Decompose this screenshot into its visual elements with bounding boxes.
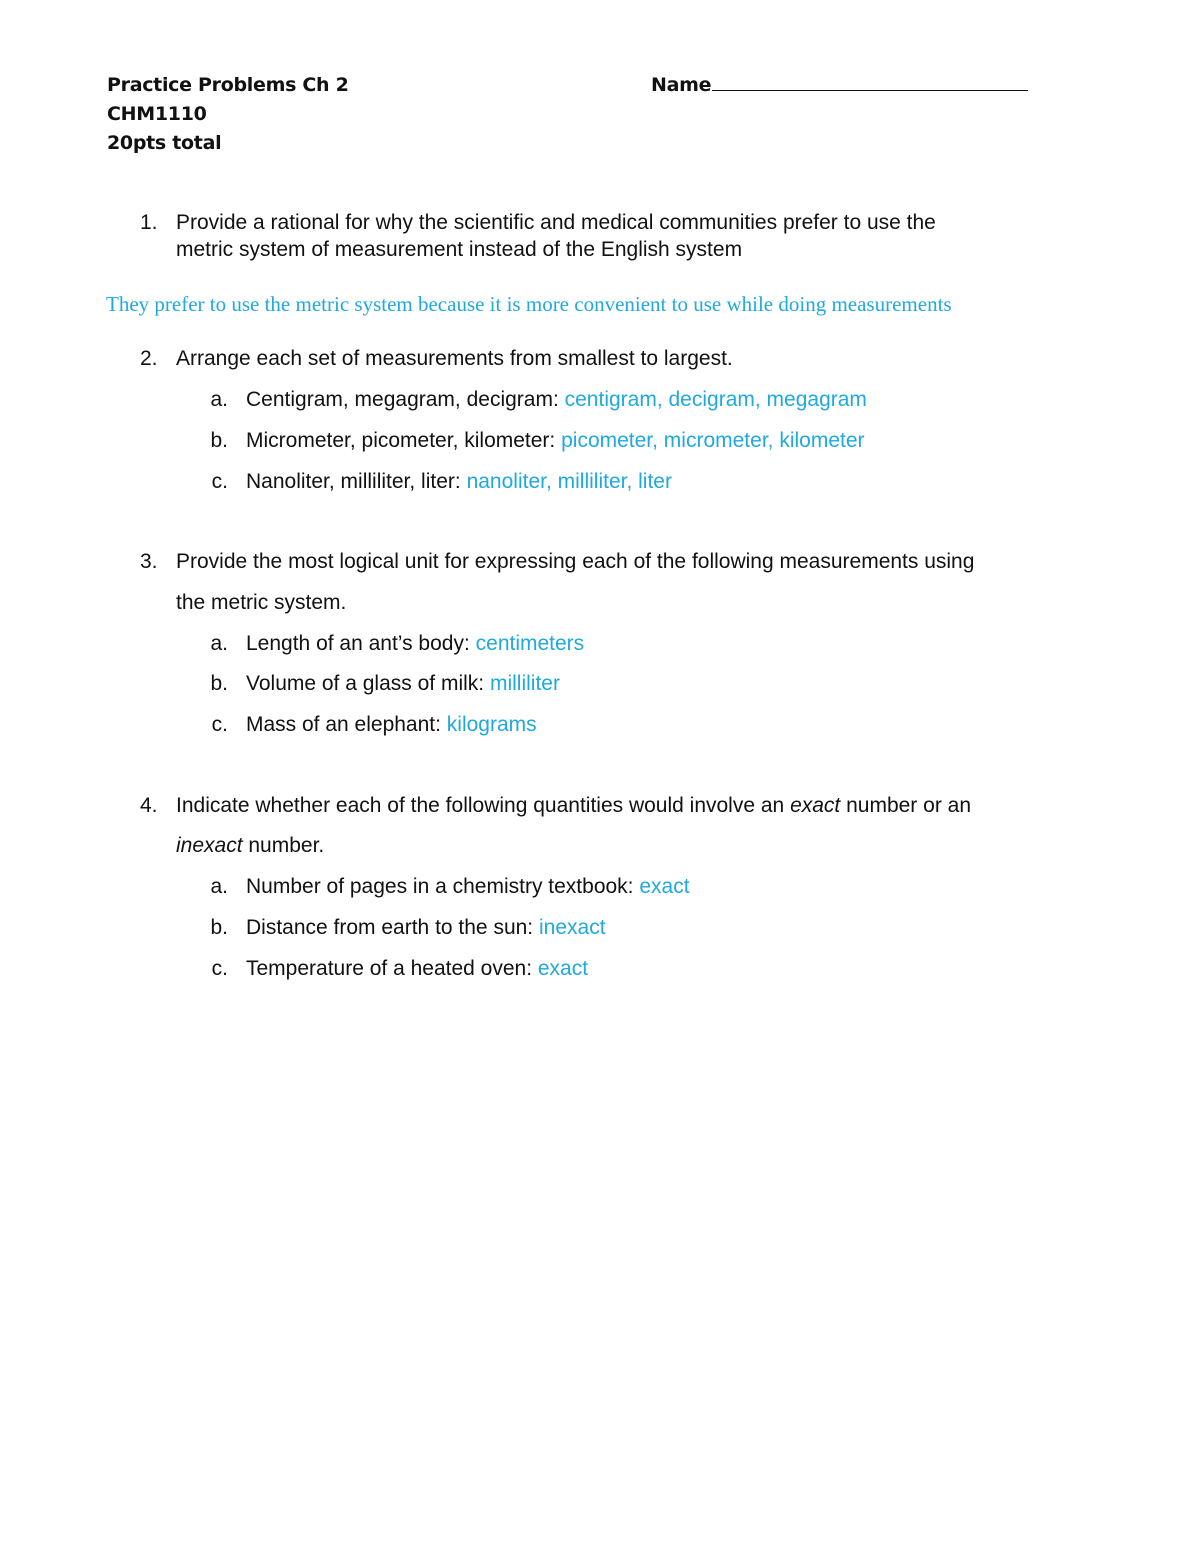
- item-text: Nanoliter, milliliter, liter:: [246, 470, 467, 493]
- question-4-line-2: [176, 832, 324, 859]
- item-label: a.: [210, 388, 228, 411]
- item-answer: kilograms: [446, 713, 537, 736]
- name-field[interactable]: [651, 76, 1028, 95]
- worksheet-title: Practice Problems Ch 2: [107, 74, 349, 96]
- item-text: Volume of a glass of milk:: [246, 672, 490, 695]
- name-blank-line[interactable]: [712, 76, 1028, 91]
- item-label: c.: [211, 470, 228, 493]
- question-3-item-b: [208, 670, 560, 697]
- item-text: Centigram, megagram, decigram:: [246, 388, 565, 411]
- item-label: b.: [210, 916, 228, 939]
- points-total: 20pts total: [107, 132, 222, 154]
- item-answer: milliliter: [489, 672, 560, 695]
- question-3-item-c: [208, 711, 537, 738]
- question-2-item-b: [208, 427, 865, 454]
- question-2-prompt: Arrange each set of measurements from smallest to largest.: [176, 347, 733, 370]
- question-2-item-a: [208, 386, 867, 413]
- item-label: b.: [210, 672, 228, 695]
- question-1-line-2: metric system of measurement instead of the English system: [176, 238, 743, 261]
- item-text: Distance from earth to the sun:: [246, 916, 539, 939]
- question-2-item-c: [208, 468, 672, 495]
- item-text: Micrometer, picometer, kilometer:: [246, 429, 562, 452]
- item-answer: nanoliter, milliliter, liter: [466, 470, 672, 493]
- item-label: a.: [210, 875, 228, 898]
- question-3-line-2: the metric system.: [176, 591, 347, 614]
- item-answer: exact: [639, 875, 690, 898]
- item-answer: exact: [537, 957, 589, 980]
- question-1-number: 1.: [140, 211, 158, 234]
- question-1-line-1: Provide a rational for why the scientific and medical communities prefer to use the: [176, 211, 936, 234]
- question-4-item-c: [208, 955, 588, 982]
- item-text: Mass of an elephant:: [246, 713, 447, 736]
- question-4-item-a: [208, 873, 690, 900]
- question-1-answer: They prefer to use the metric system because it is more convenient to use while doing measurements: [106, 292, 952, 316]
- question-3-number: 3.: [140, 550, 158, 573]
- q4-line1-post: number or an: [840, 794, 972, 817]
- item-label: c.: [211, 957, 228, 980]
- question-4-line-1: [176, 792, 971, 819]
- item-text: Temperature of a heated oven:: [246, 957, 538, 980]
- item-answer: inexact: [538, 916, 606, 939]
- item-label: c.: [211, 713, 228, 736]
- q4-line2-post: number.: [242, 834, 325, 857]
- item-label: b.: [210, 429, 228, 452]
- course-code: CHM1110: [107, 103, 207, 125]
- item-text: Number of pages in a chemistry textbook:: [246, 875, 640, 898]
- q4-line1-pre: Indicate whether each of the following quantities would involve an: [176, 794, 791, 817]
- question-4-item-b: [208, 914, 606, 941]
- q4-emphasis-inexact: inexact: [176, 834, 243, 857]
- name-label: Name: [651, 74, 712, 96]
- item-label: a.: [210, 632, 228, 655]
- q4-emphasis-exact: exact: [790, 794, 841, 817]
- question-3-item-a: [208, 630, 584, 657]
- question-2-number: 2.: [140, 347, 158, 370]
- item-answer: picometer, micrometer, kilometer: [561, 429, 865, 452]
- question-3-line-1: Provide the most logical unit for expressing each of the following measurements using: [176, 550, 975, 573]
- item-answer: centimeters: [475, 632, 585, 655]
- item-text: Length of an ant’s body:: [246, 632, 476, 655]
- question-4-number: 4.: [140, 794, 158, 817]
- item-answer: centigram, decigram, megagram: [564, 388, 867, 411]
